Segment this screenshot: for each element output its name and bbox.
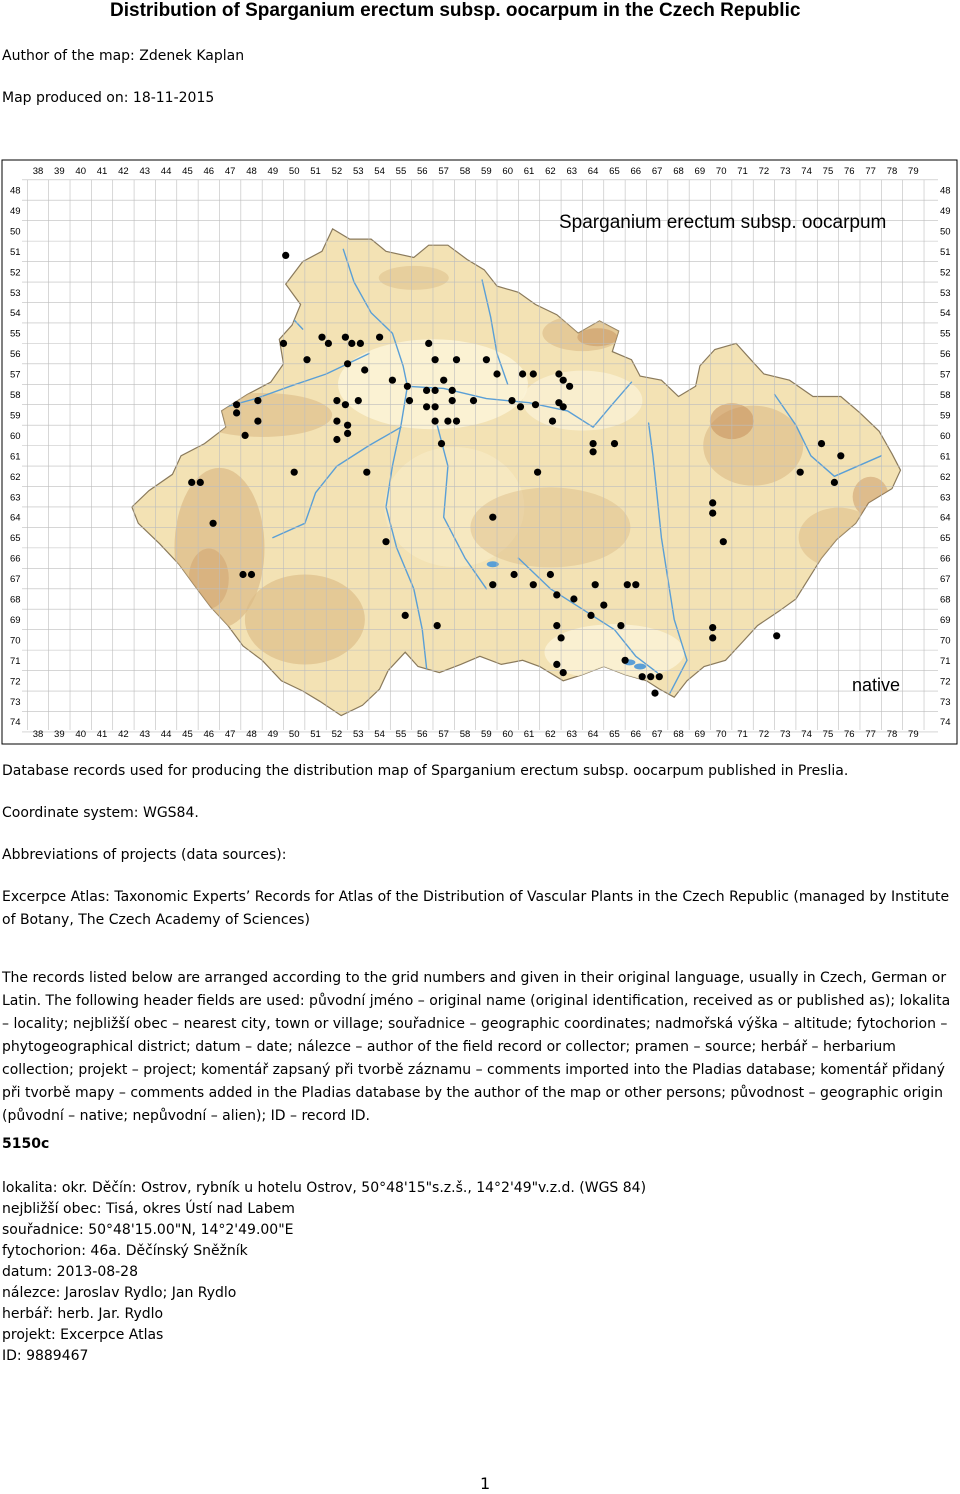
- record-dot: [423, 403, 430, 410]
- row-label: 74: [940, 717, 951, 729]
- row-label: 59: [940, 410, 951, 422]
- record-dot: [432, 403, 439, 410]
- record-dot: [432, 387, 439, 394]
- record-dot: [837, 452, 844, 459]
- column-label: 70: [715, 729, 727, 740]
- column-label: 46: [203, 729, 215, 740]
- record-dot: [440, 377, 447, 384]
- record-dot: [434, 622, 441, 629]
- record-dot: [592, 581, 599, 588]
- column-label: 42: [118, 729, 129, 740]
- column-label: 52: [331, 166, 343, 177]
- column-label: 49: [267, 729, 279, 740]
- column-label: 74: [801, 729, 812, 740]
- column-label: 72: [758, 166, 770, 177]
- record-date: datum: 2013-08-28: [2, 1264, 138, 1280]
- column-label: 55: [395, 729, 407, 740]
- column-label: 39: [54, 729, 65, 740]
- column-label: 52: [331, 729, 343, 740]
- row-label: 53: [10, 287, 21, 299]
- record-dot: [280, 340, 287, 347]
- row-label: 69: [10, 614, 21, 626]
- row-label: 74: [10, 717, 21, 729]
- record-dot: [432, 356, 439, 363]
- record-dot: [818, 440, 825, 447]
- record-dot: [402, 612, 409, 619]
- record-dot: [519, 370, 526, 377]
- record-dot: [560, 669, 567, 676]
- column-label: 79: [908, 166, 919, 177]
- record-dot: [632, 581, 639, 588]
- column-label: 54: [374, 729, 385, 740]
- record-locality: lokalita: okr. Děčín: Ostrov, rybník u hotelu Ostrov, 50°48'15"s.z.š., 14°2'49"v.z.d. (WGS 84): [2, 1180, 647, 1196]
- row-label: 73: [10, 696, 21, 708]
- row-label: 65: [10, 533, 21, 545]
- record-dot: [517, 403, 524, 410]
- row-label: 72: [940, 676, 951, 688]
- record-dot: [348, 340, 355, 347]
- record-dot: [483, 356, 490, 363]
- record-dot: [453, 418, 460, 425]
- column-label: 41: [96, 729, 108, 740]
- column-label: 47: [224, 166, 236, 177]
- record-dot: [197, 479, 204, 486]
- record-collectors: nálezce: Jaroslav Rydlo; Jan Rydlo: [2, 1285, 237, 1301]
- record-dot: [553, 591, 560, 598]
- record-dot: [233, 401, 240, 408]
- row-label: 63: [10, 492, 21, 504]
- record-dot: [423, 387, 430, 394]
- record-dot: [647, 673, 654, 680]
- record-dot: [333, 397, 340, 404]
- column-label: 63: [566, 166, 578, 177]
- row-label: 65: [940, 533, 951, 545]
- record-dot: [558, 634, 565, 641]
- record-dot: [566, 383, 573, 390]
- lake: [634, 663, 646, 669]
- map-date: Map produced on: 18-11-2015: [2, 90, 215, 106]
- record-herbarium: herbář: herb. Jar. Rydlo: [2, 1306, 164, 1322]
- record-dot: [590, 440, 597, 447]
- column-label: 61: [523, 729, 535, 740]
- map-author: Author of the map: Zdenek Kaplan: [2, 48, 245, 64]
- record-dot: [489, 581, 496, 588]
- column-label: 64: [587, 166, 599, 177]
- row-label: 52: [10, 267, 21, 279]
- record-dot: [248, 571, 255, 578]
- row-label: 59: [10, 410, 21, 422]
- record-dot: [553, 622, 560, 629]
- species-label: Sparganium erectum subsp. oocarpum: [559, 212, 887, 233]
- record-dot: [333, 418, 340, 425]
- column-label: 46: [203, 166, 215, 177]
- origin-label: native: [852, 675, 901, 695]
- record-dot: [344, 430, 351, 437]
- column-label: 62: [545, 729, 556, 740]
- column-label: 45: [182, 729, 193, 740]
- relief-patch: [379, 266, 449, 290]
- record-dot: [406, 397, 413, 404]
- row-label: 49: [10, 205, 21, 217]
- column-label: 68: [673, 166, 684, 177]
- record-dot: [432, 418, 439, 425]
- record-dot: [560, 377, 567, 384]
- distribution-map: [0, 158, 960, 746]
- row-label: 48: [940, 185, 951, 197]
- record-dot: [291, 469, 298, 476]
- record-dot: [617, 622, 624, 629]
- record-dot: [555, 370, 562, 377]
- column-label: 42: [118, 166, 129, 177]
- record-dot: [239, 571, 246, 578]
- row-label: 67: [10, 574, 21, 586]
- column-label: 51: [310, 729, 321, 740]
- column-label: 44: [160, 729, 172, 740]
- record-dot: [530, 370, 537, 377]
- record-dot: [363, 469, 370, 476]
- record-dot: [438, 440, 445, 447]
- row-label: 55: [940, 328, 951, 340]
- row-label: 51: [940, 246, 951, 258]
- record-phytochorion: fytochorion: 46a. Děčínský Sněžník: [2, 1243, 248, 1259]
- record-dot: [361, 366, 368, 373]
- record-dot: [709, 634, 716, 641]
- row-label: 54: [10, 308, 21, 320]
- row-label: 63: [940, 492, 951, 504]
- column-label: 59: [481, 729, 492, 740]
- column-label: 71: [737, 166, 748, 177]
- record-dot: [720, 538, 727, 545]
- page-number: 1: [480, 1474, 491, 1493]
- column-label: 45: [182, 166, 193, 177]
- record-dot: [233, 409, 240, 416]
- record-dot: [709, 510, 716, 517]
- record-dot: [510, 571, 517, 578]
- record-dot: [470, 397, 477, 404]
- column-label: 66: [630, 729, 642, 740]
- record-coordinates: souřadnice: 50°48'15.00"N, 14°2'49.00"E: [2, 1222, 294, 1238]
- row-label: 66: [940, 553, 951, 565]
- record-dot: [357, 340, 364, 347]
- row-label: 60: [10, 430, 21, 442]
- record-dot: [344, 360, 351, 367]
- record-dot: [210, 520, 217, 527]
- row-label: 56: [940, 349, 951, 361]
- record-dot: [449, 387, 456, 394]
- record-dot: [489, 514, 496, 521]
- column-label: 60: [502, 729, 513, 740]
- record-dot: [325, 340, 332, 347]
- row-label: 67: [940, 574, 951, 586]
- database-note: Database records used for producing the distribution map of Sparganium erectum subsp. oocarpum published in Preslia.: [2, 763, 849, 779]
- column-label: 39: [54, 166, 65, 177]
- record-dot: [570, 595, 577, 602]
- row-label: 58: [10, 390, 21, 401]
- column-label: 78: [886, 729, 898, 740]
- record-dot: [549, 418, 556, 425]
- column-label: 77: [865, 166, 876, 177]
- record-dot: [622, 657, 629, 664]
- row-label: 64: [940, 512, 951, 524]
- record-dot: [382, 538, 389, 545]
- row-label: 70: [940, 635, 951, 647]
- record-dot: [282, 252, 289, 259]
- record-dot: [624, 581, 631, 588]
- record-dot: [651, 690, 658, 697]
- record-dot: [709, 624, 716, 631]
- column-label: 75: [822, 166, 834, 177]
- coordinate-note: Coordinate system: WGS84.: [2, 805, 199, 821]
- column-label: 64: [587, 729, 599, 740]
- row-label: 50: [10, 226, 21, 238]
- row-label: 53: [940, 287, 951, 299]
- record-dot: [254, 397, 261, 404]
- column-label: 78: [886, 166, 898, 177]
- column-label: 65: [609, 729, 620, 740]
- column-label: 60: [502, 166, 513, 177]
- row-label: 71: [10, 655, 21, 667]
- record-details: [2, 1178, 646, 1367]
- column-label: 47: [224, 729, 236, 740]
- column-label: 51: [310, 166, 321, 177]
- column-label: 79: [908, 729, 919, 740]
- record-dot: [611, 440, 618, 447]
- column-label: 62: [545, 166, 556, 177]
- record-dot: [493, 370, 500, 377]
- column-label: 69: [694, 166, 706, 177]
- record-dot: [344, 422, 351, 429]
- record-dot: [587, 612, 594, 619]
- record-dot: [318, 334, 325, 341]
- records-explanation: The records listed below are arranged according to the grid numbers and given in their original language, usually in Czech, German or Latin. The following header fields are used: původní jméno – original name (original identification, received as or published as); lokalita – locality; nejbližší obec – nearest city, town or village; souřadnice – geographic coordinates; nadmořská výška – altitude; fytochorion – phytogeographical district; datum – date; nálezce – author of the field record or collector; pramen – source; herbář – herbarium collection; projekt – project; komentář zapsaný při tvorbě záznamu – comments imported into the Pladias database; komentář přidaný při tvorbě mapy – comments added in the Pladias database by the author of the map or other persons; původnost – geographic origin (původní – native; nepůvodní – alien); ID – record ID.: [2, 970, 951, 1124]
- record-dot: [376, 334, 383, 341]
- column-label: 53: [352, 729, 364, 740]
- record-dot: [590, 448, 597, 455]
- record-dot: [508, 397, 515, 404]
- column-label: 48: [246, 729, 257, 740]
- row-label: 49: [940, 205, 951, 217]
- column-label: 67: [651, 166, 663, 177]
- column-label: 70: [715, 166, 727, 177]
- record-dot: [449, 397, 456, 404]
- record-dot: [389, 377, 396, 384]
- column-label: 50: [288, 166, 300, 177]
- row-label: 68: [940, 594, 951, 606]
- column-label: 55: [395, 166, 407, 177]
- record-dot: [425, 340, 432, 347]
- page-title: Distribution of Sparganium erectum subsp. oocarpum in the Czech Republic: [110, 0, 801, 21]
- grid-square-id: 5150c: [2, 1136, 50, 1152]
- record-dot: [639, 673, 646, 680]
- row-label: 62: [10, 471, 21, 483]
- column-label: 56: [417, 166, 428, 177]
- column-label: 74: [801, 166, 812, 177]
- column-label: 67: [651, 729, 663, 740]
- row-label: 57: [940, 369, 951, 381]
- row-label: 48: [10, 185, 21, 197]
- row-label: 71: [940, 655, 951, 667]
- record-dot: [773, 632, 780, 639]
- column-label: 54: [374, 166, 385, 177]
- record-dot: [453, 356, 460, 363]
- record-dot: [333, 436, 340, 443]
- column-label: 40: [75, 166, 86, 177]
- column-label: 50: [288, 729, 300, 740]
- record-dot: [342, 334, 349, 341]
- intro-section: [2, 760, 957, 1128]
- row-label: 60: [940, 430, 951, 442]
- row-label: 51: [10, 246, 21, 258]
- record-dot: [355, 397, 362, 404]
- row-label: 52: [940, 267, 951, 279]
- record-dot: [188, 479, 195, 486]
- abbrev-text: Excerpce Atlas: Taxonomic Experts’ Records for Atlas of the Distribution of Vascular Plants in the Czech Republic (managed by Institute of Botany, The Czech Academy of Sciences): [2, 889, 950, 928]
- row-label: 69: [940, 614, 951, 626]
- record-dot: [656, 673, 663, 680]
- row-label: 58: [940, 390, 951, 401]
- row-label: 54: [940, 308, 951, 320]
- row-label: 56: [10, 349, 21, 361]
- column-label: 57: [438, 166, 449, 177]
- row-label: 73: [940, 696, 951, 708]
- record-dot: [242, 432, 249, 439]
- row-label: 70: [10, 635, 21, 647]
- record-nearest-village: nejbližší obec: Tisá, okres Ústí nad Labem: [2, 1201, 295, 1217]
- record-dot: [342, 401, 349, 408]
- row-label: 55: [10, 328, 21, 340]
- column-label: 71: [737, 729, 748, 740]
- row-label: 50: [940, 226, 951, 238]
- column-label: 58: [459, 729, 471, 740]
- abbrev-heading: Abbreviations of projects (data sources):: [2, 847, 287, 863]
- record-dot: [709, 499, 716, 506]
- column-label: 53: [352, 166, 364, 177]
- column-label: 38: [32, 166, 44, 177]
- record-dot: [553, 661, 560, 668]
- row-label: 64: [10, 512, 21, 524]
- column-label: 61: [523, 166, 535, 177]
- column-label: 73: [779, 166, 791, 177]
- row-label: 66: [10, 553, 21, 565]
- record-dot: [600, 602, 607, 609]
- row-label: 62: [940, 471, 951, 483]
- record-dot: [444, 418, 451, 425]
- column-label: 48: [246, 166, 257, 177]
- record-dot: [831, 479, 838, 486]
- column-label: 65: [609, 166, 620, 177]
- row-label: 61: [940, 451, 951, 463]
- record-dot: [254, 418, 261, 425]
- record-dot: [530, 581, 537, 588]
- row-label: 57: [10, 369, 21, 381]
- column-label: 66: [630, 166, 642, 177]
- column-label: 76: [844, 729, 855, 740]
- row-label: 68: [10, 594, 21, 606]
- column-label: 41: [96, 166, 108, 177]
- column-label: 43: [139, 729, 151, 740]
- row-label: 72: [10, 676, 21, 688]
- column-label: 56: [417, 729, 428, 740]
- column-label: 76: [844, 166, 855, 177]
- column-label: 68: [673, 729, 684, 740]
- column-label: 38: [32, 729, 44, 740]
- row-label: 61: [10, 451, 21, 463]
- record-dot: [560, 403, 567, 410]
- column-label: 43: [139, 166, 151, 177]
- record-dot: [404, 383, 411, 390]
- column-label: 44: [160, 166, 172, 177]
- column-label: 75: [822, 729, 834, 740]
- column-label: 57: [438, 729, 449, 740]
- record-dot: [303, 356, 310, 363]
- column-label: 58: [459, 166, 471, 177]
- record-dot: [534, 469, 541, 476]
- record-project: projekt: Excerpce Atlas: [2, 1327, 164, 1343]
- column-label: 40: [75, 729, 86, 740]
- record-dot: [547, 571, 554, 578]
- column-label: 59: [481, 166, 492, 177]
- column-label: 73: [779, 729, 791, 740]
- column-label: 77: [865, 729, 876, 740]
- record-dot: [797, 469, 804, 476]
- column-label: 63: [566, 729, 578, 740]
- record-dot: [532, 401, 539, 408]
- record-id: ID: 9889467: [2, 1348, 89, 1364]
- column-label: 69: [694, 729, 706, 740]
- column-label: 72: [758, 729, 770, 740]
- column-label: 49: [267, 166, 279, 177]
